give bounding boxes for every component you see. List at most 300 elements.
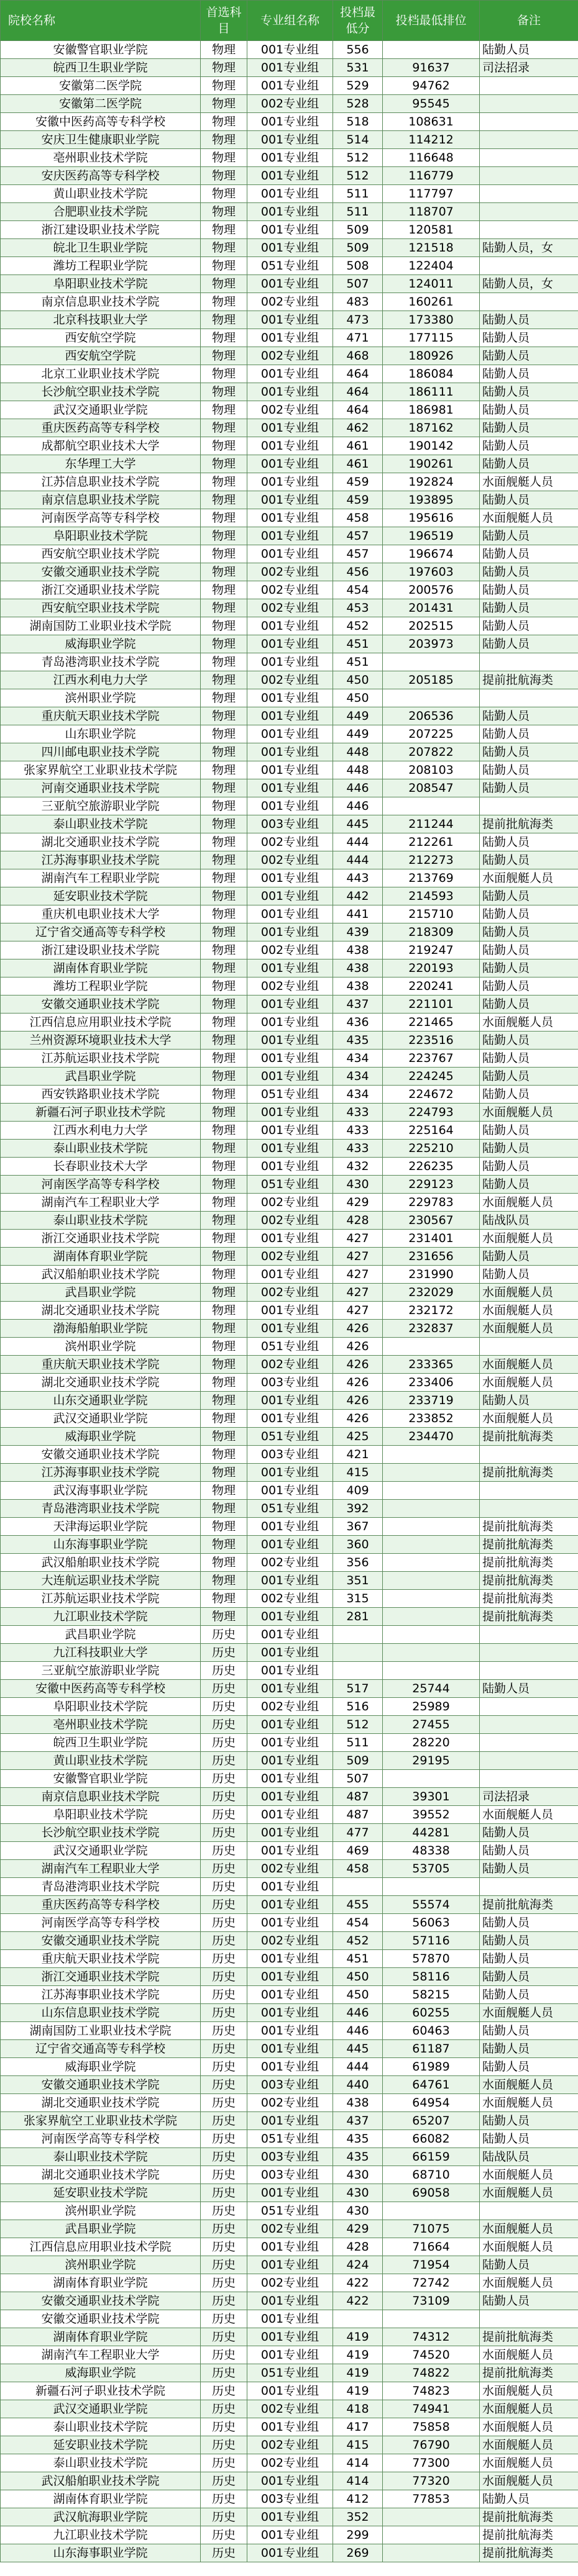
cell-note: 陆勤人员 bbox=[480, 1266, 578, 1284]
table-row bbox=[1, 1086, 578, 1104]
cell-subject: 物理 bbox=[201, 563, 247, 581]
cell-school: 山东交通职业学院 bbox=[1, 1392, 201, 1410]
table-row bbox=[1, 1050, 578, 1068]
cell-score: 462 bbox=[333, 419, 383, 437]
cell-score: 516 bbox=[333, 1698, 383, 1716]
cell-rank bbox=[383, 689, 480, 707]
cell-rank: 124011 bbox=[383, 275, 480, 293]
cell-group: 001专业组 bbox=[247, 473, 333, 491]
cell-subject: 物理 bbox=[201, 59, 247, 77]
cell-rank: 122404 bbox=[383, 257, 480, 275]
cell-school: 山东海事职业学院 bbox=[1, 2544, 201, 2562]
cell-school: 泰山职业技术学院 bbox=[1, 815, 201, 833]
cell-group: 002专业组 bbox=[247, 2436, 333, 2454]
cell-rank: 94762 bbox=[383, 77, 480, 95]
cell-note bbox=[480, 1716, 578, 1734]
cell-rank: 73109 bbox=[383, 2292, 480, 2310]
cell-group: 001专业组 bbox=[247, 1842, 333, 1860]
cell-school: 北京科技职业大学 bbox=[1, 311, 201, 329]
cell-score: 435 bbox=[333, 2130, 383, 2148]
cell-rank: 39552 bbox=[383, 1806, 480, 1824]
cell-score: 417 bbox=[333, 2418, 383, 2436]
cell-note: 陆勤人员 bbox=[480, 347, 578, 365]
cell-rank: 221465 bbox=[383, 1014, 480, 1032]
cell-school: 三亚航空旅游职业学院 bbox=[1, 797, 201, 815]
cell-score: 351 bbox=[333, 1572, 383, 1590]
table-row bbox=[1, 2238, 578, 2256]
cell-subject: 物理 bbox=[201, 905, 247, 923]
cell-note: 水面舰艇人员 bbox=[480, 1410, 578, 1428]
cell-score: 428 bbox=[333, 2238, 383, 2256]
cell-group: 001专业组 bbox=[247, 2058, 333, 2076]
cell-rank: 108631 bbox=[383, 113, 480, 131]
cell-score: 425 bbox=[333, 1428, 383, 1446]
cell-group: 001专业组 bbox=[247, 1914, 333, 1932]
cell-subject: 物理 bbox=[201, 1320, 247, 1338]
cell-rank: 56063 bbox=[383, 1914, 480, 1932]
table-row bbox=[1, 167, 578, 185]
cell-score: 507 bbox=[333, 275, 383, 293]
cell-group: 001专业组 bbox=[247, 1410, 333, 1428]
cell-score: 464 bbox=[333, 401, 383, 419]
cell-group: 001专业组 bbox=[247, 383, 333, 401]
cell-score: 356 bbox=[333, 1554, 383, 1572]
cell-score: 443 bbox=[333, 869, 383, 887]
table-row bbox=[1, 347, 578, 365]
cell-group: 001专业组 bbox=[247, 2418, 333, 2436]
table-row bbox=[1, 905, 578, 923]
cell-school: 武汉交通职业学院 bbox=[1, 2400, 201, 2418]
cell-subject: 历史 bbox=[201, 2364, 247, 2382]
cell-rank: 231656 bbox=[383, 1248, 480, 1266]
cell-score: 471 bbox=[333, 329, 383, 347]
cell-score bbox=[333, 2310, 383, 2328]
cell-note bbox=[480, 1734, 578, 1752]
cell-subject: 物理 bbox=[201, 221, 247, 239]
cell-score: 459 bbox=[333, 473, 383, 491]
cell-note: 陆勤人员 bbox=[480, 545, 578, 563]
cell-rank bbox=[383, 41, 480, 59]
cell-school: 兰州资源环境职业技术大学 bbox=[1, 1032, 201, 1050]
cell-note: 陆勤人员 bbox=[480, 941, 578, 959]
cell-subject: 物理 bbox=[201, 1428, 247, 1446]
cell-score: 446 bbox=[333, 2022, 383, 2040]
cell-school: 威海职业学院 bbox=[1, 2058, 201, 2076]
cell-score: 446 bbox=[333, 779, 383, 797]
table-row bbox=[1, 113, 578, 131]
cell-school: 四川邮电职业技术学院 bbox=[1, 743, 201, 761]
cell-subject: 物理 bbox=[201, 1446, 247, 1464]
cell-subject: 物理 bbox=[201, 923, 247, 941]
cell-school: 浙江交通职业技术学院 bbox=[1, 581, 201, 599]
cell-rank bbox=[383, 1770, 480, 1788]
cell-note: 陆勤人员 bbox=[480, 977, 578, 995]
cell-group: 002专业组 bbox=[247, 671, 333, 689]
cell-group: 001专业组 bbox=[247, 1104, 333, 1122]
cell-school: 阜阳职业技术学院 bbox=[1, 275, 201, 293]
cell-group: 001专业组 bbox=[247, 743, 333, 761]
cell-group: 002专业组 bbox=[247, 851, 333, 869]
cell-subject: 物理 bbox=[201, 743, 247, 761]
cell-school: 滨州职业学院 bbox=[1, 2256, 201, 2274]
cell-school: 重庆医药高等专科学校 bbox=[1, 1896, 201, 1914]
cell-note bbox=[480, 293, 578, 311]
cell-rank: 55574 bbox=[383, 1896, 480, 1914]
cell-group: 002专业组 bbox=[247, 1212, 333, 1230]
cell-subject: 物理 bbox=[201, 1356, 247, 1374]
cell-subject: 物理 bbox=[201, 437, 247, 455]
table-row bbox=[1, 2184, 578, 2202]
cell-group: 001专业组 bbox=[247, 1770, 333, 1788]
cell-note: 提前批航海类 bbox=[480, 1572, 578, 1590]
cell-school: 北京工业职业技术学院 bbox=[1, 365, 201, 383]
cell-rank: 66082 bbox=[383, 2130, 480, 2148]
cell-score bbox=[333, 1662, 383, 1680]
header-rank: 投档最低排位 bbox=[383, 1, 480, 41]
cell-school: 江苏航运职业技术学院 bbox=[1, 1050, 201, 1068]
table-row bbox=[1, 1392, 578, 1410]
cell-school: 青岛港湾职业技术学院 bbox=[1, 653, 201, 671]
cell-score: 487 bbox=[333, 1788, 383, 1806]
cell-subject: 历史 bbox=[201, 1752, 247, 1770]
table-row bbox=[1, 941, 578, 959]
cell-school: 武昌职业学院 bbox=[1, 1284, 201, 1302]
cell-rank bbox=[383, 1626, 480, 1644]
cell-score: 444 bbox=[333, 2058, 383, 2076]
cell-rank: 225210 bbox=[383, 1140, 480, 1158]
cell-school: 安徽第二医学院 bbox=[1, 95, 201, 113]
table-row bbox=[1, 95, 578, 113]
table-row bbox=[1, 2256, 578, 2274]
cell-score: 473 bbox=[333, 311, 383, 329]
cell-score: 446 bbox=[333, 2004, 383, 2022]
cell-group: 001专业组 bbox=[247, 1464, 333, 1482]
cell-group: 001专业组 bbox=[247, 2526, 333, 2544]
cell-note: 陆勤人员 bbox=[480, 311, 578, 329]
cell-subject: 物理 bbox=[201, 725, 247, 743]
cell-score bbox=[333, 1878, 383, 1896]
cell-school: 潍坊工程职业学院 bbox=[1, 257, 201, 275]
cell-subject: 物理 bbox=[201, 1068, 247, 1086]
cell-group: 002专业组 bbox=[247, 1590, 333, 1608]
cell-subject: 历史 bbox=[201, 2076, 247, 2094]
cell-group: 001专业组 bbox=[247, 1536, 333, 1554]
cell-note: 陆勤人员 bbox=[480, 419, 578, 437]
cell-rank: 48338 bbox=[383, 1842, 480, 1860]
cell-group: 001专业组 bbox=[247, 419, 333, 437]
cell-subject: 历史 bbox=[201, 1680, 247, 1698]
cell-group: 003专业组 bbox=[247, 2148, 333, 2166]
cell-note bbox=[480, 1626, 578, 1644]
cell-group: 001专业组 bbox=[247, 2022, 333, 2040]
cell-subject: 物理 bbox=[201, 1050, 247, 1068]
cell-note: 陆勤人员 bbox=[480, 1950, 578, 1968]
cell-note bbox=[480, 1698, 578, 1716]
cell-note: 陆勤人员，女 bbox=[480, 239, 578, 257]
cell-note bbox=[480, 185, 578, 203]
cell-subject: 物理 bbox=[201, 1500, 247, 1518]
cell-note: 水面舰艇人员 bbox=[480, 2094, 578, 2112]
cell-note: 陆勤人员 bbox=[480, 725, 578, 743]
table-row bbox=[1, 1212, 578, 1230]
cell-school: 安徽警官职业学院 bbox=[1, 41, 201, 59]
cell-school: 武汉船舶职业技术学院 bbox=[1, 2472, 201, 2490]
cell-subject: 物理 bbox=[201, 527, 247, 545]
cell-note: 水面舰艇人员 bbox=[480, 1284, 578, 1302]
cell-rank: 95545 bbox=[383, 95, 480, 113]
cell-subject: 历史 bbox=[201, 1950, 247, 1968]
cell-score: 419 bbox=[333, 2328, 383, 2346]
cell-subject: 历史 bbox=[201, 1860, 247, 1878]
table-row bbox=[1, 2094, 578, 2112]
cell-rank: 212273 bbox=[383, 851, 480, 869]
cell-rank bbox=[383, 1338, 480, 1356]
cell-score: 450 bbox=[333, 671, 383, 689]
cell-group: 002专业组 bbox=[247, 401, 333, 419]
cell-score: 434 bbox=[333, 1050, 383, 1068]
cell-subject: 物理 bbox=[201, 1374, 247, 1392]
cell-rank: 58116 bbox=[383, 1968, 480, 1986]
table-row bbox=[1, 1680, 578, 1698]
cell-subject: 物理 bbox=[201, 797, 247, 815]
cell-group: 001专业组 bbox=[247, 2346, 333, 2364]
cell-group: 002专业组 bbox=[247, 2454, 333, 2472]
cell-school: 武汉海事职业学院 bbox=[1, 1482, 201, 1500]
cell-rank: 39301 bbox=[383, 1788, 480, 1806]
cell-rank: 196519 bbox=[383, 527, 480, 545]
cell-note: 水面舰艇人员 bbox=[480, 1014, 578, 1032]
cell-school: 西安航空学院 bbox=[1, 329, 201, 347]
cell-score: 437 bbox=[333, 995, 383, 1014]
cell-school: 江西水利电力大学 bbox=[1, 671, 201, 689]
cell-score: 442 bbox=[333, 887, 383, 905]
cell-note: 陆勤人员 bbox=[480, 617, 578, 635]
table-row bbox=[1, 887, 578, 905]
table-row bbox=[1, 1194, 578, 1212]
cell-subject: 物理 bbox=[201, 1536, 247, 1554]
table-row bbox=[1, 1284, 578, 1302]
table-row bbox=[1, 1554, 578, 1572]
cell-subject: 物理 bbox=[201, 131, 247, 149]
cell-subject: 历史 bbox=[201, 2418, 247, 2436]
cell-group: 001专业组 bbox=[247, 239, 333, 257]
cell-score: 509 bbox=[333, 221, 383, 239]
cell-school: 西安航空学院 bbox=[1, 347, 201, 365]
cell-score bbox=[333, 1626, 383, 1644]
table-row bbox=[1, 689, 578, 707]
cell-subject: 物理 bbox=[201, 545, 247, 563]
cell-rank bbox=[383, 1464, 480, 1482]
cell-school: 安徽交通职业技术学院 bbox=[1, 2076, 201, 2094]
cell-score: 427 bbox=[333, 1302, 383, 1320]
cell-group: 001专业组 bbox=[247, 653, 333, 671]
cell-school: 浙江建设职业技术学院 bbox=[1, 941, 201, 959]
cell-score: 426 bbox=[333, 1374, 383, 1392]
table-row bbox=[1, 1014, 578, 1032]
cell-group: 001专业组 bbox=[247, 1968, 333, 1986]
cell-rank bbox=[383, 1482, 480, 1500]
cell-rank: 117797 bbox=[383, 185, 480, 203]
table-row bbox=[1, 1896, 578, 1914]
cell-rank: 207225 bbox=[383, 725, 480, 743]
table-row bbox=[1, 2364, 578, 2382]
cell-score: 459 bbox=[333, 491, 383, 509]
table-row bbox=[1, 1500, 578, 1518]
cell-score: 483 bbox=[333, 293, 383, 311]
cell-group: 001专业组 bbox=[247, 455, 333, 473]
cell-rank: 69058 bbox=[383, 2184, 480, 2202]
cell-group: 001专业组 bbox=[247, 113, 333, 131]
table-row bbox=[1, 203, 578, 221]
cell-subject: 历史 bbox=[201, 2310, 247, 2328]
cell-subject: 物理 bbox=[201, 113, 247, 131]
cell-score: 441 bbox=[333, 905, 383, 923]
cell-score: 464 bbox=[333, 365, 383, 383]
cell-group: 001专业组 bbox=[247, 1302, 333, 1320]
cell-school: 九江职业技术学院 bbox=[1, 1608, 201, 1626]
table-row bbox=[1, 977, 578, 995]
cell-subject: 物理 bbox=[201, 1032, 247, 1050]
cell-subject: 物理 bbox=[201, 1590, 247, 1608]
cell-score: 458 bbox=[333, 1860, 383, 1878]
cell-note: 陆勤人员 bbox=[480, 491, 578, 509]
cell-group: 003专业组 bbox=[247, 1446, 333, 1464]
table-row bbox=[1, 1320, 578, 1338]
table-row bbox=[1, 2418, 578, 2436]
cell-group: 002专业组 bbox=[247, 95, 333, 113]
cell-subject: 物理 bbox=[201, 635, 247, 653]
cell-subject: 物理 bbox=[201, 1284, 247, 1302]
cell-rank bbox=[383, 2508, 480, 2526]
cell-school: 大连航运职业技术学院 bbox=[1, 1572, 201, 1590]
cell-rank: 229123 bbox=[383, 1176, 480, 1194]
cell-score: 454 bbox=[333, 581, 383, 599]
cell-score: 528 bbox=[333, 95, 383, 113]
cell-group: 001专业组 bbox=[247, 1986, 333, 2004]
cell-note: 水面舰艇人员 bbox=[480, 2346, 578, 2364]
cell-score: 367 bbox=[333, 1518, 383, 1536]
cell-note: 水面舰艇人员 bbox=[480, 2076, 578, 2094]
cell-group: 002专业组 bbox=[247, 1932, 333, 1950]
cell-subject: 历史 bbox=[201, 2022, 247, 2040]
cell-note: 水面舰艇人员 bbox=[480, 2382, 578, 2400]
cell-score: 448 bbox=[333, 743, 383, 761]
cell-rank: 77320 bbox=[383, 2472, 480, 2490]
cell-subject: 物理 bbox=[201, 167, 247, 185]
cell-note: 陆勤人员 bbox=[480, 2022, 578, 2040]
cell-note: 陆勤人员 bbox=[480, 887, 578, 905]
cell-school: 东华理工大学 bbox=[1, 455, 201, 473]
cell-rank: 230567 bbox=[383, 1212, 480, 1230]
cell-school: 江苏航运职业技术学院 bbox=[1, 1590, 201, 1608]
cell-rank: 71075 bbox=[383, 2220, 480, 2238]
cell-subject: 物理 bbox=[201, 1086, 247, 1104]
cell-score: 451 bbox=[333, 653, 383, 671]
cell-group: 001专业组 bbox=[247, 167, 333, 185]
cell-subject: 物理 bbox=[201, 1230, 247, 1248]
table-row bbox=[1, 779, 578, 797]
cell-school: 武汉船舶职业技术学院 bbox=[1, 1554, 201, 1572]
cell-school: 河南医学高等专科学校 bbox=[1, 509, 201, 527]
cell-subject: 历史 bbox=[201, 1788, 247, 1806]
cell-group: 001专业组 bbox=[247, 689, 333, 707]
cell-rank: 218309 bbox=[383, 923, 480, 941]
table-row bbox=[1, 1644, 578, 1662]
cell-score bbox=[333, 1644, 383, 1662]
cell-school: 青岛港湾职业技术学院 bbox=[1, 1878, 201, 1896]
cell-subject: 历史 bbox=[201, 2382, 247, 2400]
cell-school: 河南医学高等专科学校 bbox=[1, 1176, 201, 1194]
cell-group: 001专业组 bbox=[247, 1824, 333, 1842]
cell-rank: 25989 bbox=[383, 1698, 480, 1716]
cell-rank: 215710 bbox=[383, 905, 480, 923]
cell-note: 陆勤人员 bbox=[480, 1086, 578, 1104]
cell-group: 001专业组 bbox=[247, 1050, 333, 1068]
cell-school: 阜阳职业技术学院 bbox=[1, 527, 201, 545]
cell-rank: 224245 bbox=[383, 1068, 480, 1086]
cell-subject: 物理 bbox=[201, 1158, 247, 1176]
cell-note: 陆勤人员 bbox=[480, 2292, 578, 2310]
cell-group: 002专业组 bbox=[247, 1554, 333, 1572]
cell-subject: 历史 bbox=[201, 2238, 247, 2256]
cell-school: 江西信息应用职业技术学院 bbox=[1, 2238, 201, 2256]
cell-rank: 57870 bbox=[383, 1950, 480, 1968]
cell-rank: 27455 bbox=[383, 1716, 480, 1734]
cell-score: 409 bbox=[333, 1482, 383, 1500]
cell-score: 461 bbox=[333, 455, 383, 473]
cell-group: 001专业组 bbox=[247, 1032, 333, 1050]
cell-note: 陆勤人员 bbox=[480, 599, 578, 617]
cell-group: 001专业组 bbox=[247, 437, 333, 455]
cell-score: 427 bbox=[333, 1266, 383, 1284]
cell-note: 陆勤人员 bbox=[480, 2040, 578, 2058]
cell-note bbox=[480, 203, 578, 221]
table-header-row bbox=[1, 1, 578, 41]
cell-note: 陆勤人员 bbox=[480, 401, 578, 419]
cell-rank: 224672 bbox=[383, 1086, 480, 1104]
cell-note: 提前批航海类 bbox=[480, 2508, 578, 2526]
cell-school: 重庆医药高等专科学校 bbox=[1, 419, 201, 437]
cell-group: 001专业组 bbox=[247, 185, 333, 203]
cell-school: 安徽交通职业技术学院 bbox=[1, 2292, 201, 2310]
cell-school: 九江科技职业大学 bbox=[1, 1644, 201, 1662]
cell-note bbox=[480, 167, 578, 185]
cell-school: 泰山职业技术学院 bbox=[1, 1140, 201, 1158]
table-row bbox=[1, 2004, 578, 2022]
cell-school: 张家界航空工业职业技术学院 bbox=[1, 2112, 201, 2130]
table-row bbox=[1, 329, 578, 347]
cell-note: 水面舰艇人员 bbox=[480, 2004, 578, 2022]
cell-rank bbox=[383, 1590, 480, 1608]
cell-subject: 物理 bbox=[201, 1176, 247, 1194]
cell-group: 001专业组 bbox=[247, 59, 333, 77]
cell-note: 提前批航海类 bbox=[480, 2364, 578, 2382]
table-row bbox=[1, 815, 578, 833]
cell-rank: 214593 bbox=[383, 887, 480, 905]
table-row bbox=[1, 725, 578, 743]
cell-score: 456 bbox=[333, 563, 383, 581]
cell-score: 509 bbox=[333, 1752, 383, 1770]
cell-rank: 60463 bbox=[383, 2022, 480, 2040]
cell-rank: 231990 bbox=[383, 1266, 480, 1284]
cell-score: 518 bbox=[333, 113, 383, 131]
cell-group: 002专业组 bbox=[247, 2400, 333, 2418]
cell-group: 001专业组 bbox=[247, 1572, 333, 1590]
cell-score: 451 bbox=[333, 1950, 383, 1968]
table-row bbox=[1, 455, 578, 473]
cell-school: 河南医学高等专科学校 bbox=[1, 1914, 201, 1932]
table-row bbox=[1, 2112, 578, 2130]
